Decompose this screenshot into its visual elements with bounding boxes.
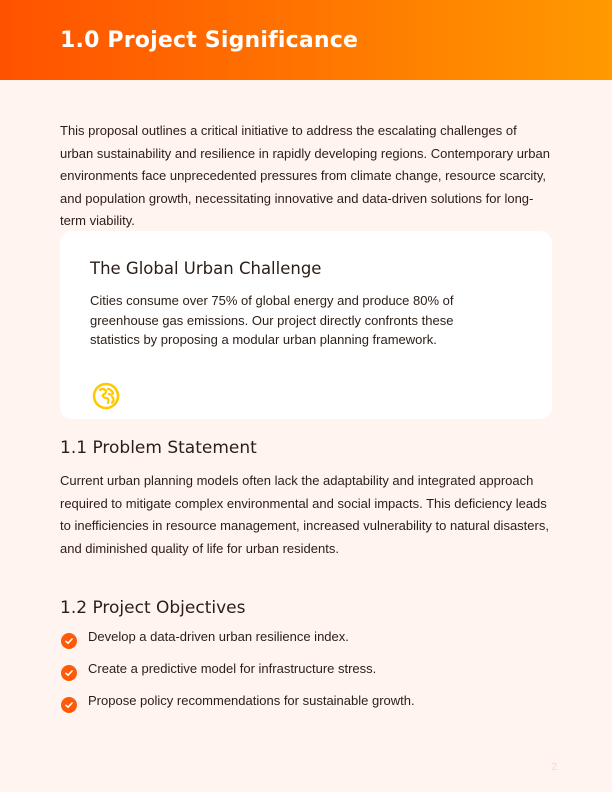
list-item	[60, 628, 552, 660]
check-circle-icon	[61, 665, 77, 681]
objective-text: Create a predictive model for infrastructure stress.	[88, 661, 377, 676]
list-item	[60, 660, 552, 692]
page-number: 2	[551, 761, 558, 773]
objectives-list	[60, 628, 552, 724]
project-objectives-heading: 1.2 Project Objectives	[60, 598, 246, 618]
list-item	[60, 692, 552, 724]
objective-text: Propose policy recommendations for sustainable growth.	[88, 693, 415, 708]
check-circle-icon	[61, 633, 77, 649]
check-circle-icon	[61, 697, 77, 713]
objective-text: Develop a data-driven urban resilience index.	[88, 629, 349, 644]
intro-paragraph: This proposal outlines a critical initiative to address the escalating challenges of urban sustainability and resilience in rapidly developing regions. Contemporary urban environments face unprecedented pressures from climate change, resource scarcity, and population growth, necessitating innovative and data-driven solutions for long-term viability.	[60, 123, 550, 228]
header-banner	[0, 0, 612, 80]
problem-statement-heading: 1.1 Problem Statement	[60, 438, 257, 458]
problem-statement-paragraph: Current urban planning models often lack the adaptability and integrated approach required to mitigate complex environmental and social impacts. This deficiency leads to inefficiencies in resource management, increased vulnerability to natural disasters, and diminished quality of life for urban residents.	[60, 473, 549, 556]
callout-card	[60, 231, 552, 419]
globe-icon	[92, 382, 120, 410]
callout-text: Cities consume over 75% of global energy and produce 80% of greenhouse gas emissions. Our project directly confronts these statistics by proposing a modular urban planning framework.	[90, 293, 454, 347]
callout-title: The Global Urban Challenge	[90, 259, 322, 278]
page-title: 1.0 Project Significance	[60, 28, 359, 53]
